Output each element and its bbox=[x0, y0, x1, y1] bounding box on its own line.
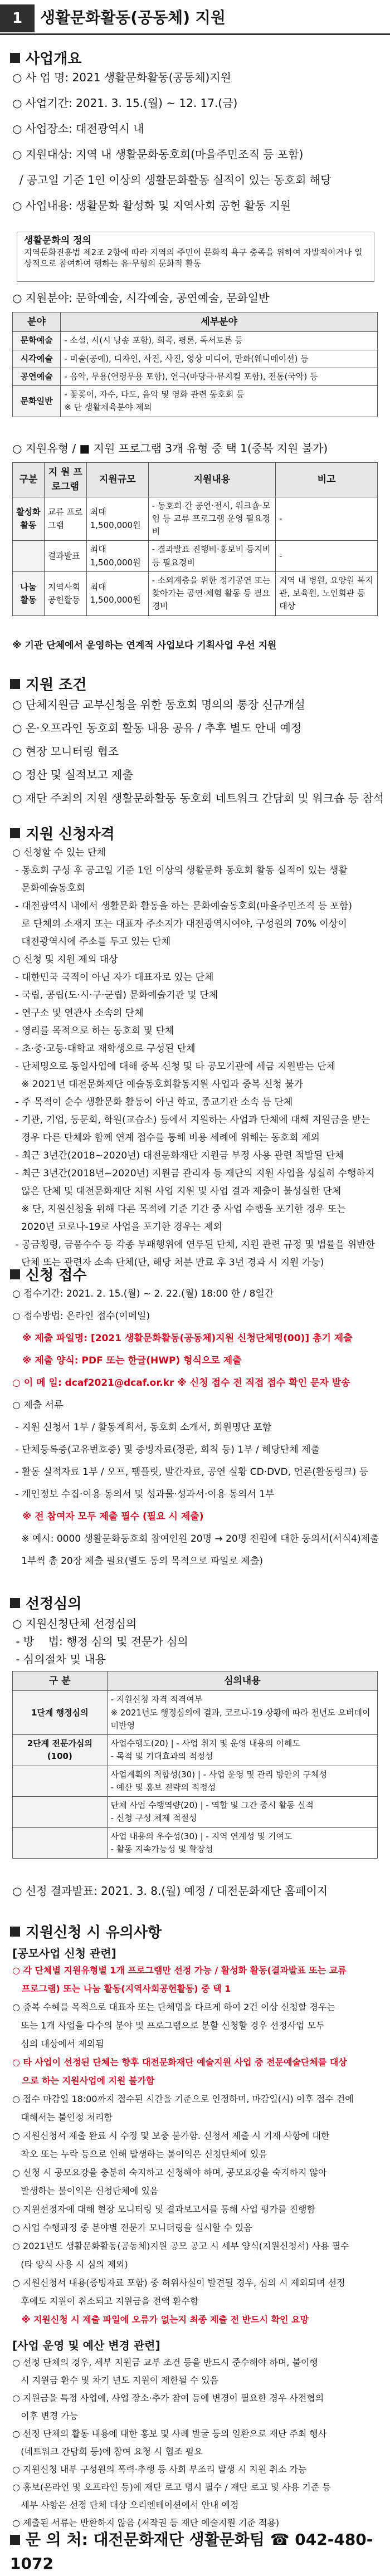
table-cell: 최대 1,500,000원 bbox=[86, 571, 148, 615]
s3.lines-line: - 공금횡령, 금품수수 등 각종 부패행위에 연루된 단체, 지원 관련 규정 및 법률을 위반한 bbox=[12, 1239, 375, 1250]
table-row bbox=[13, 386, 378, 417]
s3.lines-line: - 동호회 구성 후 공고일 기준 1인 이상의 생활문화 동호회 활동 실적이 있는 생활 bbox=[12, 865, 348, 876]
page-title: 생활문화활동(공동체) 지원 bbox=[40, 8, 226, 27]
type-line: ○ 지원유형 / ■ 지원 프로그램 3개 유형 중 택 1(중복 지원 불가) bbox=[12, 442, 328, 455]
s3.lines-line: - 최근 3년간(2018~2020년) 대전문화재단 지원금 부정 사용 관련 적발된 단체 bbox=[12, 1150, 344, 1161]
s4.lines-line: ※ 전 참여자 모두 제출 필수 (필요 시 제출) bbox=[12, 1511, 204, 1522]
table-cell: - 음악, 무용(연령무용 포함), 연극(마당극·뮤지컬 포함), 전통(국악) 등 bbox=[61, 368, 378, 385]
table-row bbox=[13, 1735, 378, 1766]
s4.lines-line: - 지원 신청서 1부 / 활동계획서, 동호회 소개서, 회원명단 포함 bbox=[12, 1422, 272, 1433]
s6.lines-line: ○ 접수 마감일 18:00까지 접수된 시간을 기준으로 인정하며, 마감일(시) 이후 접수 건에 bbox=[12, 2094, 354, 2104]
table-cell bbox=[13, 1766, 108, 1797]
table-cell: 활성화 활동 bbox=[13, 497, 45, 541]
table-header: 지 원 프로그램 bbox=[44, 463, 86, 497]
s2.lines-line: ○ 재단 주최의 지원 생활문화활동 동호회 네트워크 간담회 및 워크숍 등 참석 bbox=[12, 791, 384, 805]
s3.lines-line: ○ 신청 및 지원 제외 대상 bbox=[12, 954, 118, 965]
s3.lines-line: - 기관, 기업, 동문회, 학원(교습소) 등에서 지원하는 사업과 단체에 대해 지원금을 받는 bbox=[12, 1115, 370, 1126]
table-row bbox=[13, 368, 378, 385]
s2.lines-line: ○ 현장 모니터링 협조 bbox=[12, 745, 119, 758]
table-header: 분야 bbox=[13, 312, 61, 332]
table-cell: 최대 1,500,000원 bbox=[86, 497, 148, 541]
s3.lines-line: 문화예술동호회 bbox=[12, 883, 86, 894]
s6.lines-line: ○ 지원신청서 제출 완료 시 수정 및 보충 불가함. 신청서 제출 시 기재 사항에 대한 bbox=[12, 2130, 330, 2141]
s4.lines-line: - 단체등록증(고유번호증) 및 증빙자료(정관, 회칙 등) 1부 / 해당단체 제출 bbox=[12, 1444, 320, 1455]
type-table bbox=[12, 462, 378, 616]
table-cell bbox=[13, 541, 45, 572]
notes-subheading-2: [사업 운영 및 예산 변경 관련] bbox=[12, 2339, 160, 2352]
square-bullet-icon bbox=[10, 53, 20, 63]
table-header: 비고 bbox=[276, 463, 378, 497]
square-bullet-icon bbox=[10, 1927, 20, 1937]
s3.lines-line: 단체 또는 관련자 소속 단체(단, 해당 처분 만료 후 3년 경과 시 지원 가능) bbox=[12, 1257, 324, 1268]
s6.lines-line: ※ 지원신청 시 제출 파일에 오류가 없는지 최종 제출 전 반드시 확인 요망 bbox=[12, 2314, 309, 2325]
table-cell: 단체 사업 수행역량(20) | - 역할 및 그간 중시 활동 실적 - 신청 구성 체제 적절성 bbox=[107, 1797, 377, 1828]
page-header bbox=[0, 0, 390, 37]
s6.lines2-line: (네트워크 간담회 등)에 참여 요청 시 협조 필요 bbox=[12, 2446, 203, 2457]
table-cell: 최대 1,500,000원 bbox=[86, 541, 148, 572]
square-bullet-icon bbox=[10, 679, 20, 689]
table-cell: 시각예술 bbox=[13, 350, 61, 368]
table-cell: 1단계 행정심의 bbox=[13, 1691, 108, 1735]
s4.lines-line: ※ 예시: 0000 생활문화동호회 참여인원 20명 → 20명 전원에 대한 동의서(서식4)제출 bbox=[12, 1533, 379, 1544]
s6.lines2-line: ○ 제출된 서류는 반환하지 않음 (저작권 등 재단 예술지원 기준 적용) bbox=[12, 2518, 280, 2528]
s4.lines-line: ○ 이 메 일: dcaf2021@dcaf.or.kr ※ 신청 접수 전 직접 접수 확인 문자 발송 bbox=[12, 1377, 350, 1389]
s3.lines-line: 대전광역시에 주소를 두고 있는 단체 bbox=[12, 936, 171, 947]
s6.lines-line: 심의 대상에서 제외됨 bbox=[12, 2039, 104, 2049]
table-cell: - 꽃꽂이, 자수, 다도, 음악 및 영화 관련 동호회 등 ※ 단 생활체육분야 제외 bbox=[61, 386, 378, 417]
table-cell: - 소설, 시(시 낭송 포함), 희곡, 평론, 독서토론 등 bbox=[61, 332, 378, 350]
definition-box bbox=[17, 232, 374, 282]
table-cell: 나눔 활동 bbox=[13, 571, 45, 615]
result-line: ○ 선정 결과발표: 2021. 3. 8.(월) 예정 / 대전문화재단 홈페이지 bbox=[12, 1884, 328, 1898]
table-cell bbox=[13, 1797, 108, 1828]
s1.lines-line: ○ 사업장소: 대전광역시 내 bbox=[12, 122, 144, 135]
s1.lines-line: ○ 사업내용: 생활문화 활성화 및 지역사회 공헌 활동 지원 bbox=[12, 199, 291, 212]
s4.lines-line: ○ 접수방법: 온라인 접수(이메일) bbox=[12, 1311, 150, 1322]
s2.lines-line: ○ 단체지원금 교부신청을 위한 동호회 명의의 통장 신규개설 bbox=[12, 698, 305, 711]
table-row bbox=[13, 1797, 378, 1828]
s5.lines-line: ○ 지원신청단체 선정심의 bbox=[12, 1617, 137, 1630]
definition-body: 지역문화진흥법 제2조 2항에 따라 지역의 주민이 문화적 욕구 충족을 위하여 자발적이거나 일상적으로 참여하여 행하는 유·무형의 문화적 활동 bbox=[24, 247, 363, 269]
square-bullet-icon bbox=[10, 2535, 20, 2545]
s2.lines-line: ○ 온·오프라인 동호회 활동 내용 공유 / 추후 별도 안내 예정 bbox=[12, 721, 302, 735]
section-heading-overview: 사업개요 bbox=[10, 48, 81, 70]
table-header: 구분 bbox=[13, 463, 45, 497]
table-header: 심의내용 bbox=[107, 1671, 377, 1691]
header-divider bbox=[0, 33, 390, 35]
s6.lines-line: ○ 중복 수혜를 목적으로 대표자 또는 단체명을 다르게 하여 2건 이상 신청할 경우는 bbox=[12, 2002, 335, 2012]
s6.lines-line: ○ 사업 수행과정 중 분야별 전문가 모니터링을 실시할 수 있음 bbox=[12, 2222, 252, 2233]
section-number: 1 bbox=[0, 4, 35, 32]
section-heading-notes: 지원신청 시 유의사항 bbox=[10, 1922, 162, 1944]
s6.lines-line: ○ 타 사업이 선정된 단체는 향후 대전문화재단 예술지원 사업 중 전문예술단체를 대상 bbox=[12, 2057, 347, 2067]
s1.lines-line: ○ 사 업 명: 2021 생활문화활동(공동체)지원 bbox=[12, 71, 231, 84]
table-cell: - 소외계층을 위한 정기공연 또는 찾아가는 공연·체험 활동 등 필요경비 bbox=[148, 571, 275, 615]
s3.lines-line: ※ 2021년 대전문화재단 예술동호회활동지원 사업과 중복 신청 불가 bbox=[12, 1079, 304, 1090]
section-heading-application: 신청 접수 bbox=[10, 1264, 87, 1287]
table-cell: - 지원신청 자격 적격여부 ※ 2021년도 행정심의에 결과, 코로나-19 상황에 따라 전년도 오버데이 미반영 bbox=[107, 1691, 377, 1735]
s3.lines-line: - 초·중·고등·대학교 재학생으로 구성된 단체 bbox=[12, 1043, 196, 1054]
table-header: 세부분야 bbox=[61, 312, 378, 332]
s6.lines-line: 또는 1개 사업을 다수의 분야 및 프로그램으로 분할 신청할 경우 선정사업 모두 bbox=[12, 2020, 325, 2031]
s3.lines-line: - 연구소 및 연관사 소속의 단체 bbox=[12, 1008, 144, 1019]
table-cell bbox=[13, 1827, 108, 1859]
s4.lines-line: ○ 제출 서류 bbox=[12, 1400, 64, 1411]
s1.lines-line: / 공고일 기준 1인 이상의 생활문화활동 실적이 있는 동호회 해당 bbox=[12, 173, 332, 187]
s6.lines-line: ○ 각 단체별 지원유형별 1개 프로그램만 선정 가능 / 활성화 활동(결과발표 또는 교류 bbox=[12, 1965, 347, 1976]
s6.lines2-line: ○ 지원신청 내부 구성원의 폭력·추행 등 사회 부조리 발생 시 지원 취소 가능 bbox=[12, 2464, 307, 2475]
field-line: ○ 지원분야: 문학예술, 시각예술, 공연예술, 문화일반 bbox=[12, 291, 270, 305]
s3.lines-line: - 국립, 공립(도·시·구·군립) 문화예술기관 및 단체 bbox=[12, 990, 218, 1001]
table-cell: 문학예술 bbox=[13, 332, 61, 350]
s3.lines-line: ※ 단, 지원신청을 위해 다른 목적에 기준 기간 중 사업 수행을 포기한 경우 또는 bbox=[12, 1204, 346, 1215]
s2.lines-line: ○ 정산 및 실적보고 제출 bbox=[12, 768, 133, 781]
table-cell: - 결과발표 진행비·홍보비 등지비 등 필요경비 bbox=[148, 541, 275, 572]
s4.lines-line: ※ 제출 양식: PDF 또는 한글(HWP) 형식으로 제출 bbox=[12, 1355, 242, 1366]
table-cell: 지역 내 병원, 요양원 복지관, 보육원, 노인회관 등 대상 bbox=[276, 571, 378, 615]
s4.lines-line: 1부씩 총 20장 제출 필요(별도 동의 목적으로 파일로 제출) bbox=[12, 1556, 264, 1567]
s6.lines-line: (타 양식 사용 시 심의 제외) bbox=[12, 2259, 128, 2270]
table-row bbox=[13, 497, 378, 541]
contact-footer bbox=[0, 2523, 390, 2573]
s6.lines2-line: 세부 사항은 선정 단체 대상 오리엔테이션에서 안내 예정 bbox=[12, 2500, 239, 2510]
table-row bbox=[13, 541, 378, 572]
table-cell: 교류 프로그램 bbox=[44, 497, 86, 541]
s5.lines-line: - 방 법: 행정 심의 및 전문가 심의 bbox=[12, 1635, 188, 1648]
s6.lines2-line: ○ 홍보(온라인 및 오프라인 등)에 재단 로고 명시 필수 / 재단 로고 및 사용 기준 등 bbox=[12, 2482, 331, 2492]
table-header: 지원규모 bbox=[86, 463, 148, 497]
s4.lines-line: - 개인정보 수집·이용 동의서 및 성과물·성과서·이용 동의서 1부 bbox=[12, 1489, 275, 1500]
s6.lines2-line: 이후 변경 가능 bbox=[12, 2411, 79, 2421]
table-row bbox=[13, 332, 378, 350]
s3.lines-line: - 최근 3년간(2018년~2020년) 지원금 관리자 등 재단의 지원 사업을 성실히 수행하지 bbox=[12, 1168, 375, 1179]
table-header: 지원내용 bbox=[148, 463, 275, 497]
s6.lines-line: ○ 지원선정자에 대해 현장 모니터링 및 결과보고서를 통해 사업 평가를 진행함 bbox=[12, 2204, 315, 2215]
s6.lines2-line: ○ 선정 단체의 활동 내용에 대한 홍보 및 사례 발굴 등의 일환으로 재단 주최 행사 bbox=[12, 2428, 327, 2439]
s3.lines-line: - 단체명으로 동일사업에 대해 중복 신청 및 타 공모기관에 세금 지원받는 단체 bbox=[12, 1061, 336, 1072]
square-bullet-icon bbox=[10, 1269, 20, 1279]
s6.lines-line: 으로 하는 지원사업에 지원 불가함 bbox=[12, 2075, 155, 2086]
s3.lines-line: - 주 목적이 순수 생활문화 활동이 아닌 학교, 종교기관 소속 등 단체 bbox=[12, 1097, 293, 1108]
s3.lines-line: 로 단체의 소재지 또는 대표자 주소지가 대전광역시여야, 구성원의 70% 이상이 bbox=[12, 918, 347, 930]
s3.lines-line: - 대전광역시 내에서 생활문화 활동을 하는 문화예술동호회(마을주민조직 등 포함) bbox=[12, 901, 352, 912]
s6.lines-line: 후에도 지원이 취소되고 지원금을 전액 환수함 bbox=[12, 2296, 199, 2306]
s6.lines2-line: ○ 선정 단체의 경우, 세부 지원금 교부 조건 등을 반드시 준수해야 하며, 불이행 bbox=[12, 2357, 318, 2368]
table-cell: 2단계 전문가심의 (100) bbox=[13, 1735, 108, 1766]
s6.lines2-line: ○ 지원금을 특정 사업에, 사업 장소·추가 참여 등에 변경이 필요한 경우 사전협의 bbox=[12, 2393, 324, 2403]
table-cell: 공연예술 bbox=[13, 368, 61, 385]
s4.lines-line: - 활동 실적자료 1부 / 오프, 팸플릿, 발간자료, 공연 실황 CD·DVD, 언론(활동링크) 등 bbox=[12, 1467, 369, 1478]
definition-title: 생활문화의 정의 bbox=[24, 235, 91, 246]
s4.lines-line: ○ 접수기간: 2021. 2. 15.(월) ~ 2. 22.(월) 18:00 한 / 8일간 bbox=[12, 1288, 274, 1299]
s3.lines-line: 경우 다른 단체와 함께 연계 접수를 통해 비용 세례에 위해는 동호회 제외 bbox=[12, 1132, 320, 1143]
square-bullet-icon bbox=[10, 1598, 20, 1608]
table-cell: 사업수행도(20) | - 사업 취지 및 운영 내용의 이해도 - 목적 및 기대효과의 적정성 bbox=[107, 1735, 377, 1766]
phone-number: 042-480-1072 bbox=[10, 2530, 373, 2573]
s3.lines-line: 2020년 코로나-19로 사업을 포기한 경우는 제외 bbox=[12, 1221, 223, 1233]
table-cell: 사업계획의 적합성(30) | - 사업 운영 및 관리 방안의 구체성 - 예산 및 홍보 전략의 적정성 bbox=[107, 1766, 377, 1797]
section-heading-conditions: 지원 조건 bbox=[10, 674, 87, 696]
table-cell: - 동호회 간 공연·전시, 워크숍·모임 등 교류 프로그램 운영 필요경비 bbox=[148, 497, 275, 541]
phone-icon: ☎ bbox=[270, 2530, 290, 2549]
table-cell: - bbox=[276, 541, 378, 572]
table-header: 구 분 bbox=[13, 1671, 108, 1691]
contact-text: 문 의 처: 대전문화재단 생활문화팀 ☎ 042-480-1072 bbox=[10, 2530, 373, 2573]
table-cell: - 미술(공예), 디자인, 사진, 사진, 영상 미디어, 만화(웨니메이션) 등 bbox=[61, 350, 378, 368]
s6.lines-line: ○ 신청 시 공모요강을 충분히 숙지하고 신청해야 하며, 공모요강을 숙지하지 않아 bbox=[12, 2167, 327, 2178]
s1.lines-line: ○ 지원대상: 지역 내 생활문화동호회(마을주민조직 등 포함) bbox=[12, 148, 304, 161]
s6.lines-line: 대해서는 불인정 처리함 bbox=[12, 2112, 113, 2123]
s6.lines-line: 발생하는 불이익은 신청단체에 있음 bbox=[12, 2186, 159, 2196]
table-cell: 결과발표 bbox=[44, 541, 86, 572]
table-cell: 문화일반 bbox=[13, 386, 61, 417]
s5.lines-line: - 심의절차 및 내용 bbox=[12, 1653, 106, 1666]
review-table bbox=[12, 1671, 378, 1859]
table-row bbox=[13, 1691, 378, 1735]
s6.lines-line: ○ 지원신청서 내용(증빙자료 포함) 중 허위사실이 발견될 경우, 심의 시 제외되며 선정 bbox=[12, 2277, 345, 2288]
s3.lines-line: ○ 신청할 수 있는 단체 bbox=[12, 847, 106, 858]
section-heading-eligibility: 지원 신청자격 bbox=[10, 823, 115, 845]
note-line: ※ 기관 단체에서 운영하는 연계적 사업보다 기획사업 우선 지원 bbox=[12, 640, 277, 651]
table-cell: - bbox=[276, 497, 378, 541]
s6.lines-line: 프로그램) 또는 나눔 활동(지역사회공헌활동) 중 택 1 bbox=[12, 1983, 231, 1994]
table-row bbox=[13, 350, 378, 368]
square-bullet-icon bbox=[10, 828, 20, 838]
s1.lines-line: ○ 사업기간: 2021. 3. 15.(월) ~ 12. 17.(금) bbox=[12, 96, 238, 110]
s6.lines2-line: 시 지원금 환수 및 차기 년도 지원이 제한될 수 있음 bbox=[12, 2375, 219, 2386]
table-cell: 사업 내용의 우수성(30) | - 지역 연계성 및 기여도 - 활동 지속가능성 및 확장성 bbox=[107, 1827, 377, 1859]
table-row bbox=[13, 1766, 378, 1797]
table-row bbox=[13, 1827, 378, 1859]
notes-subheading-1: [공모사업 신청 관련] bbox=[12, 1947, 116, 1960]
s3.lines-line: - 영리를 목적으로 하는 동호회 및 단체 bbox=[12, 1025, 174, 1037]
table-row bbox=[13, 571, 378, 615]
s3.lines-line: - 대한민국 국적이 아닌 자가 대표자로 있는 단체 bbox=[12, 972, 214, 983]
s6.lines-line: ○ 2021년도 생활문화활동(공동체)지원 공모 공고 시 세부 양식(지원신청서) 사용 필수 bbox=[12, 2241, 349, 2251]
s6.lines-line: 착오 또는 누락 등으로 인해 발생하는 불이익은 신청단체에 있음 bbox=[12, 2149, 267, 2159]
table-cell: 지역사회 공헌활동 bbox=[44, 571, 86, 615]
s3.lines-line: 않은 단체 및 대전문화재단 지원 사업 지원 및 사업 결과 제출이 불성실한 단체 bbox=[12, 1186, 342, 1197]
field-table bbox=[12, 312, 378, 417]
section-heading-review: 선정심의 bbox=[10, 1593, 81, 1615]
s4.lines-line: ※ 제출 파일명: [2021 생활문화활동(공동체)지원 신청단체명(00)] 총기 제출 bbox=[12, 1333, 353, 1344]
